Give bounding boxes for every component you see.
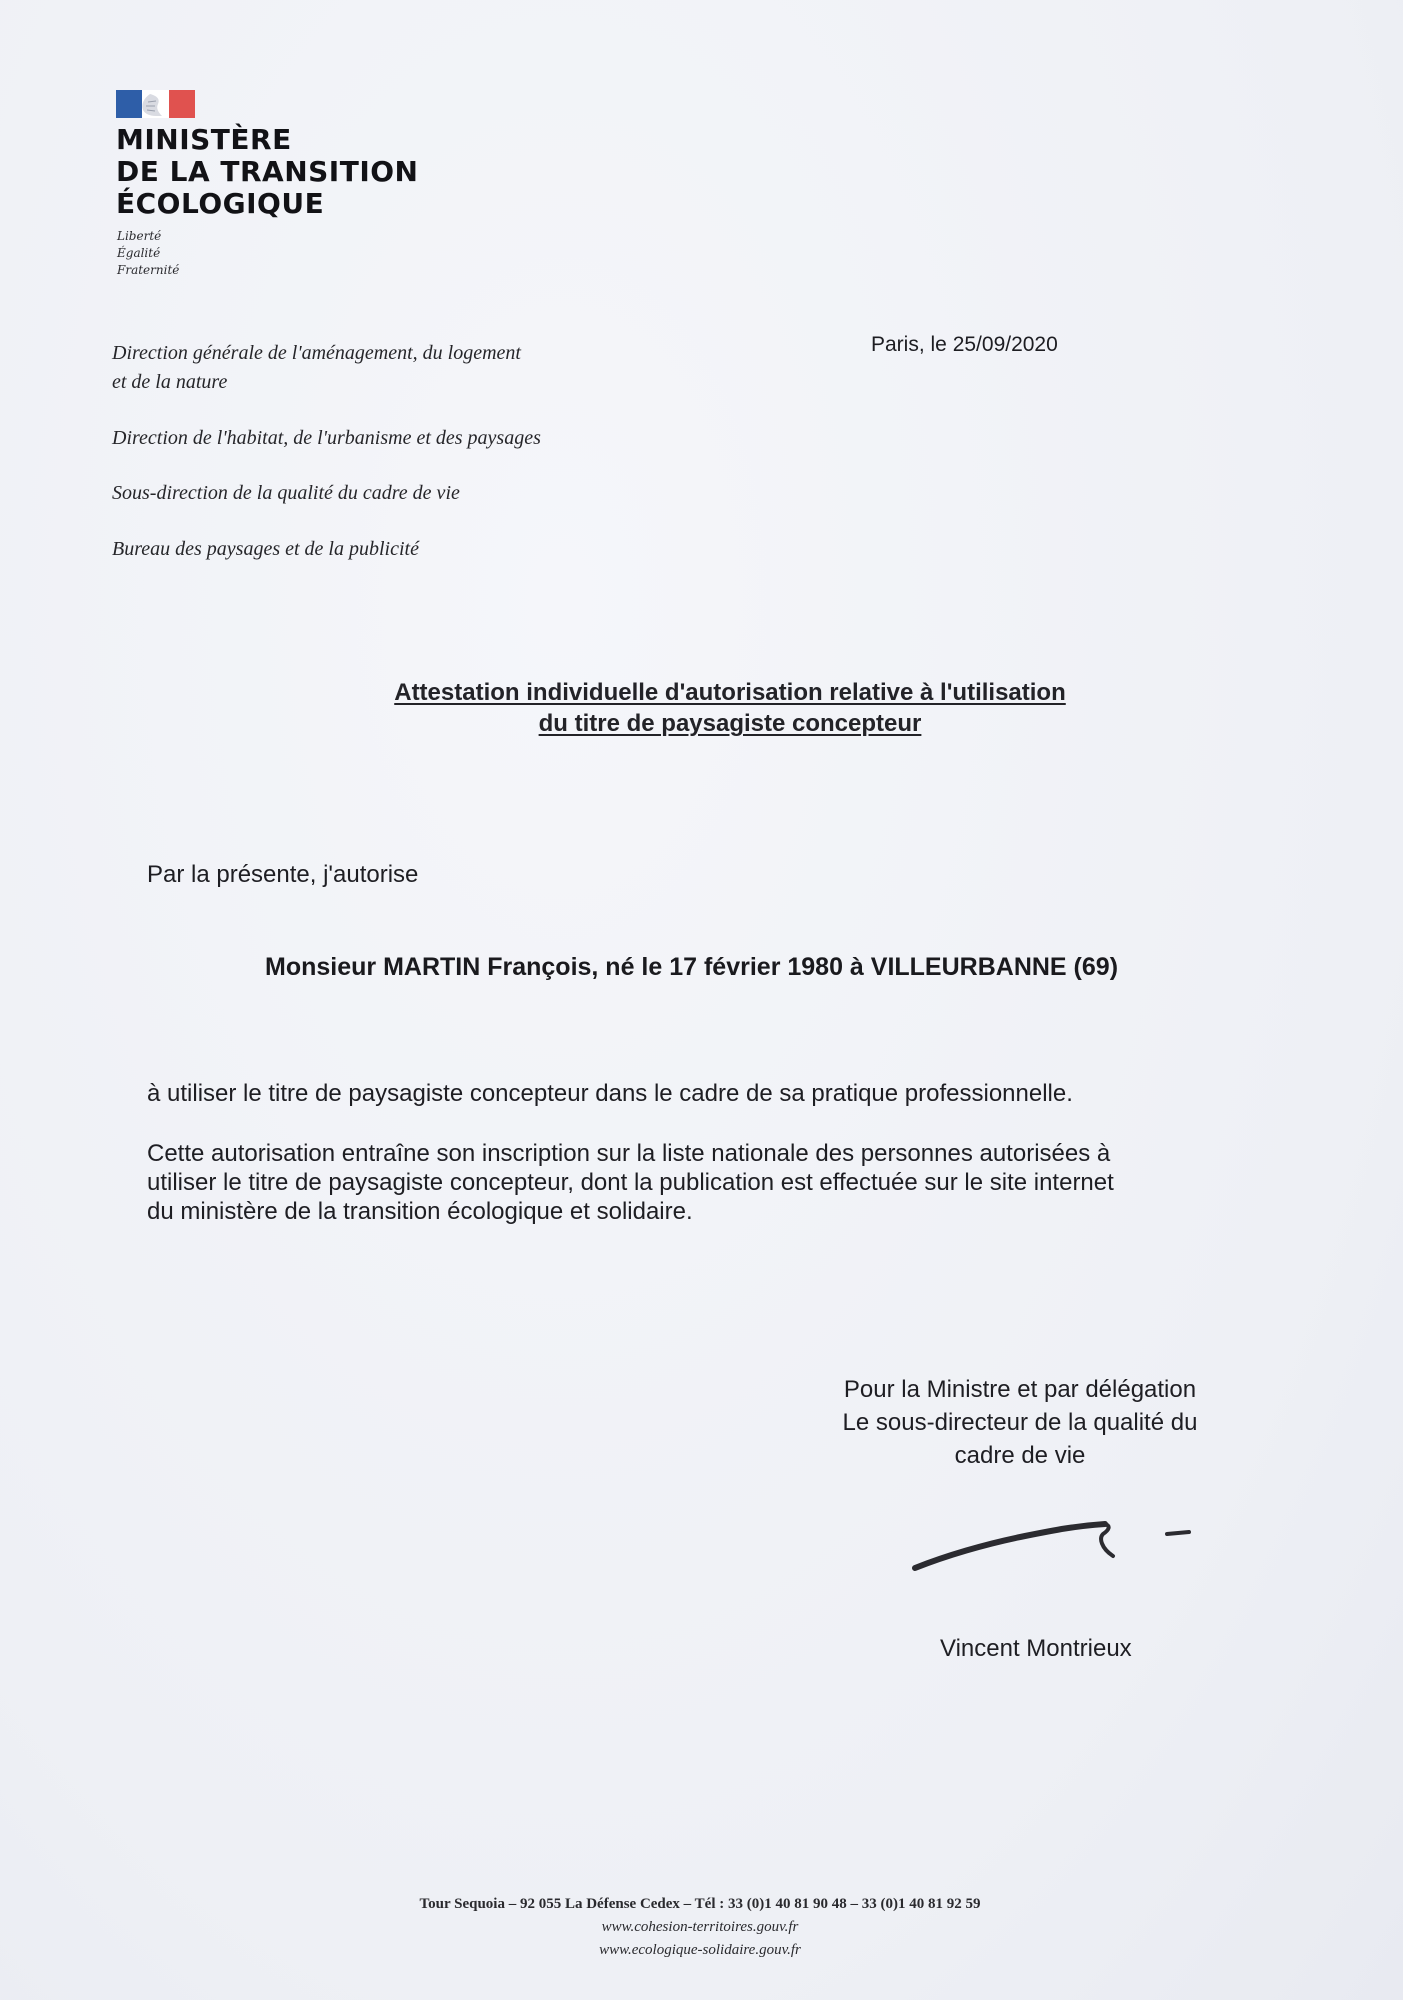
registration-paragraph-line: utiliser le titre de paysagiste concepteur, dont la publication est effectuée sur le site internet xyxy=(147,1169,1114,1196)
direction-habitat: Direction de l'habitat, de l'urbanisme et des paysages xyxy=(112,427,541,449)
motto-egalite: Égalité xyxy=(117,246,161,260)
authorization-paragraph: à utiliser le titre de paysagiste concepteur dans le cadre de sa pratique professionnelle. xyxy=(147,1080,1073,1107)
ministry-name xyxy=(116,124,456,220)
ministry-name-line: MINISTÈRE xyxy=(116,123,292,156)
footer-url-ecologique[interactable]: www.ecologique-solidaire.gouv.fr xyxy=(599,1942,801,1958)
ministry-name-line: ÉCOLOGIQUE xyxy=(116,187,325,220)
registration-paragraph-line: du ministère de la transition écologique et solidaire. xyxy=(147,1198,693,1225)
direction-generale xyxy=(112,339,521,397)
motto-fraternite: Fraternité xyxy=(117,263,180,277)
marianne-flag-logo-icon xyxy=(116,90,195,118)
signature-line-2: Le sous-directeur de la qualité du xyxy=(842,1409,1198,1436)
handwritten-signature xyxy=(905,1500,1205,1580)
footer xyxy=(300,1893,1100,1962)
signer-name: Vincent Montrieux xyxy=(940,1635,1132,1662)
document-title-line-1: Attestation individuelle d'autorisation relative à l'utilisation xyxy=(394,679,1066,706)
direction-generale-line-2: et de la nature xyxy=(112,371,228,393)
motto-liberte: Liberté xyxy=(117,229,162,243)
registration-paragraph xyxy=(147,1139,1217,1226)
intro-text: Par la présente, j'autorise xyxy=(147,861,419,888)
sous-direction: Sous-direction de la qualité du cadre de vie xyxy=(112,482,460,504)
republic-motto xyxy=(117,228,179,279)
bureau-paysages: Bureau des paysages et de la publicité xyxy=(112,538,419,560)
footer-address: Tour Sequoia – 92 055 La Défense Cedex – Tél : 33 (0)1 40 81 90 48 – 33 (0)1 40 81 92 59 xyxy=(419,1896,981,1912)
document-title-line-2: du titre de paysagiste concepteur xyxy=(538,710,922,737)
footer-url-cohesion[interactable]: www.cohesion-territoires.gouv.fr xyxy=(601,1919,799,1935)
registration-paragraph-line: Cette autorisation entraîne son inscription sur la liste nationale des personnes autorisées à xyxy=(147,1140,1111,1167)
signature-line-3: cadre de vie xyxy=(954,1442,1086,1469)
signature-block xyxy=(790,1373,1250,1472)
document-title xyxy=(300,677,1160,739)
authorized-person: Monsieur MARTIN François, né le 17 février 1980 à VILLEURBANNE (69) xyxy=(265,953,1119,981)
direction-generale-line-1: Direction générale de l'aménagement, du logement xyxy=(112,342,521,364)
ministry-name-line: DE LA TRANSITION xyxy=(116,155,419,188)
signature-line-1: Pour la Ministre et par délégation xyxy=(843,1376,1197,1403)
document-date: Paris, le 25/09/2020 xyxy=(871,333,1058,356)
